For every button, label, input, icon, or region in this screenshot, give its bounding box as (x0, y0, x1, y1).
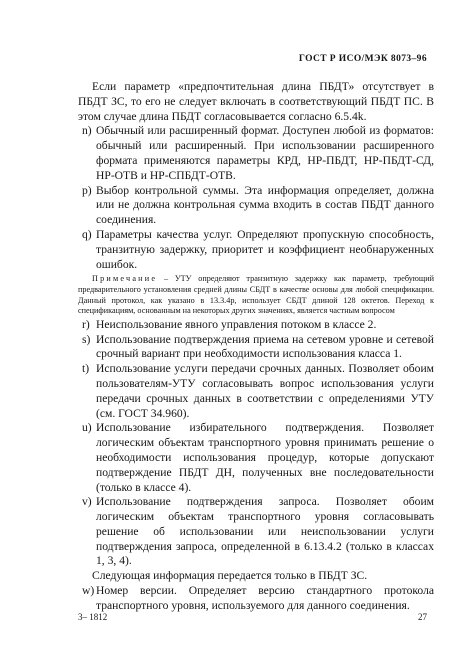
list-item (78, 184, 434, 228)
list-item (78, 333, 434, 363)
item-text: Номер версии. Определяет версию стандартного протокола транспортного уровня, используемого для данного соединения. (96, 584, 434, 612)
note-label: Примечание (92, 274, 158, 284)
list-item (78, 362, 434, 421)
list-item (78, 584, 434, 614)
page-header: ГОСТ Р ИСО/МЭК 8073–96 (298, 54, 427, 64)
page-number: 27 (418, 612, 427, 622)
item-marker: v) (82, 495, 92, 509)
item-text: Использование подтверждения приема на сетевом уровне и сетевой срочный вариант при необходимости использования класса 1. (96, 332, 434, 361)
item-text: Использование избирательного подтверждения. Позволяет логическим объектам транспортного уровня принимать решение о необходимости использования процедур, которые допускают подтверждение ПБДТ ДН, полученных вне последовательности (только в классе 4). (96, 421, 434, 494)
item-text: Использование подтверждения запроса. Позволяет обоим логическим объектам транспортного уровня согласовывать решение об использовании или неиспользовании услуги подтверждения запроса, определенной в 6.13.4.2 (только в классах 1, 3, 4). (96, 495, 434, 568)
intro-paragraph: Если параметр «предпочтительная длина ПБДТ» отсутствует в ПБДТ ЗС, то его не следует включать в соответствующий ПБДТ ПС. В этом случае длина ПБДТ согласовывается согласно 6.5.4k. (78, 80, 434, 123)
item-marker: q) (82, 227, 92, 241)
list-item (78, 318, 434, 333)
list-item (78, 228, 434, 272)
page-body (78, 80, 434, 614)
list-item (78, 124, 434, 183)
item-marker: n) (82, 124, 92, 138)
item-text: Неиспользование явного управления потоком в классе 2. (96, 317, 377, 331)
item-text: Обычный или расширенный формат. Доступен любой из форматов: обычный или расширенный. При использовании расширенного формата применяются параметры КРД, НР-ПБДТ, НР-ПБДТ-СД, НР-ОТВ и НР-СПБДТ-ОТВ. (96, 124, 434, 182)
note-paragraph (78, 274, 434, 316)
footer-print-code: 3– 1812 (78, 612, 108, 622)
item-marker: w) (82, 584, 95, 598)
item-marker: t) (82, 362, 90, 376)
item-text: Параметры качества услуг. Определяют пропускную способность, транзитную задержку, приоритет и коэффициент необнаруженных ошибок. (96, 227, 434, 271)
following-paragraph: Следующая информация передается только в ПБДТ ЗС. (92, 569, 368, 583)
item-marker: r) (82, 317, 90, 331)
item-text: Выбор контрольной суммы. Эта информация определяет, должна или не должна контрольная сумма входить в состав ПБДТ данного соединения. (96, 183, 434, 227)
item-marker: p) (82, 183, 92, 197)
note-text: – УТУ определяют транзитную задержку как параметр, требующий предварительного установления средней длины СБДТ в качестве основы для любой спецификации. Данный протокол, как указано в 13.3.4р, использует СБДТ длиной 128 октетов. Переход к спецификациям, основанным на некоторых других значениях, является частным вопросом (78, 274, 434, 316)
item-marker: s) (82, 332, 91, 346)
list-item (78, 421, 434, 495)
item-marker: u) (82, 421, 92, 435)
item-text: Использование услуги передачи срочных данных. Позволяет обоим пользователям-УТУ согласовывать вопрос использования услуги передачи срочных данных в соответствии с определениями УТУ (см. ГОСТ 34.960). (96, 362, 434, 420)
list-item (78, 495, 434, 569)
